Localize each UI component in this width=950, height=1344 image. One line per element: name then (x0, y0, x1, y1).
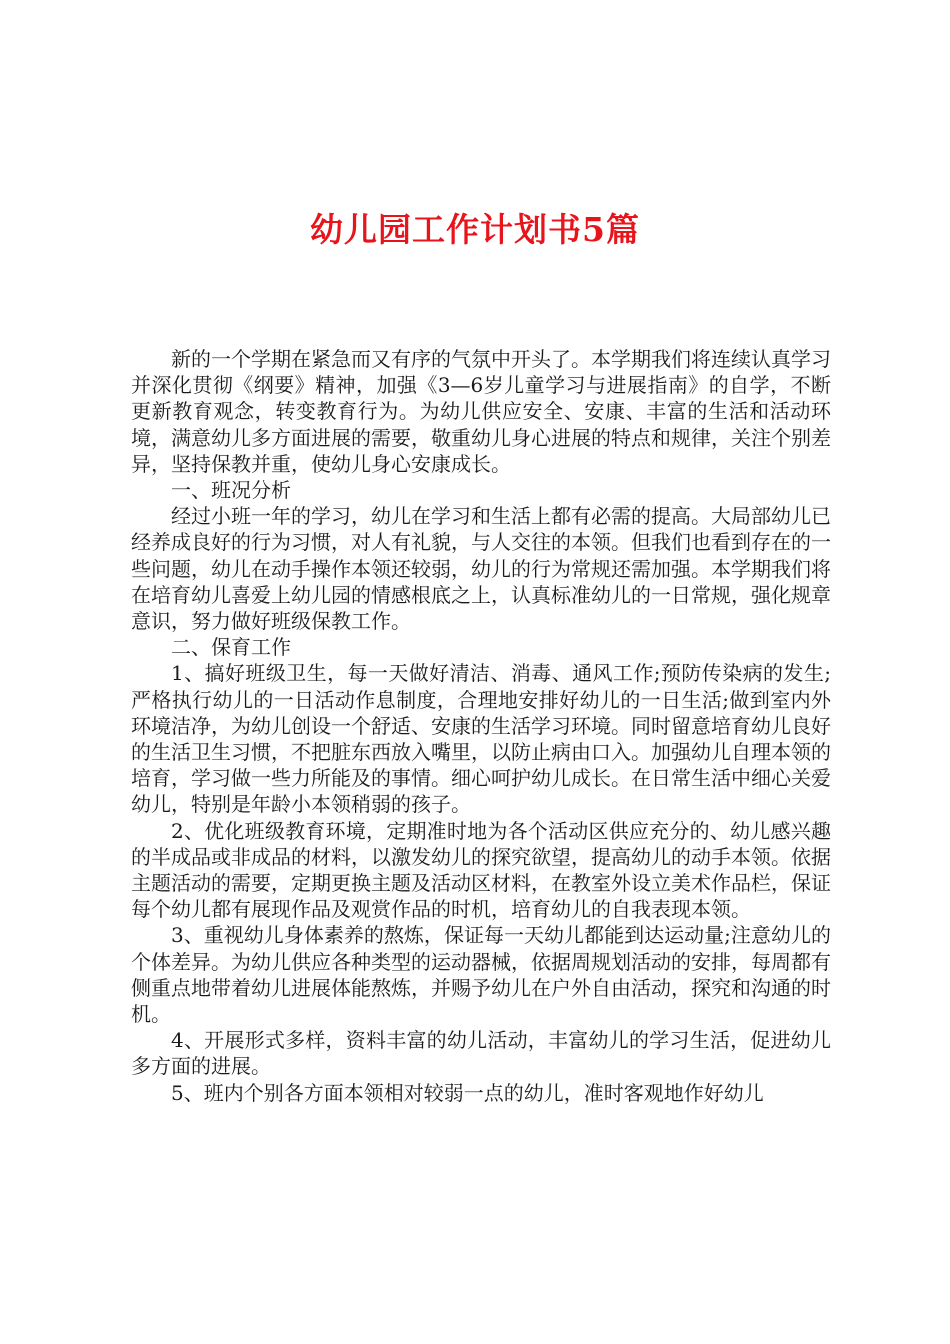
paragraph-item-4: 4、开展形式多样，资料丰富的幼儿活动，丰富幼儿的学习生活，促进幼儿多方面的进展。 (131, 1028, 831, 1079)
paragraph-item-2: 2、优化班级教育环境，定期准时地为各个活动区供应充分的、幼儿感兴趣的半成品或非成品的材料，以激发幼儿的探究欲望，提高幼儿的动手本领。依据主题活动的需要，定期更换主题及活动区材料，在教室外设立美术作品栏，保证每个幼儿都有展现作品及观赏作品的时机，培育幼儿的自我表现本领。 (131, 818, 831, 922)
section-heading-class-analysis: 一、班况分析 (171, 478, 291, 503)
document-title: 幼儿园工作计划书5篇 (310, 210, 640, 249)
paragraph-item-5: 5、班内个别各方面本领相对较弱一点的幼儿，准时客观地作好幼儿 (171, 1080, 764, 1105)
paragraph-class-analysis: 经过小班一年的学习，幼儿在学习和生活上都有必需的提高。大局部幼儿已经养成良好的行为习惯，对人有礼貌，与人交往的本领。但我们也看到存在的一些问题，幼儿在动手操作本领还较弱，幼儿的行为常规还需加强。本学期我们将在培育幼儿喜爱上幼儿园的情感根底之上，认真标准幼儿的一日常规，强化规章意识，努力做好班级保教工作。 (131, 504, 831, 634)
paragraph-item-3: 3、重视幼儿身体素养的熬炼，保证每一天幼儿都能到达运动量;注意幼儿的个体差异。为幼儿供应各种类型的运动器械，依据周规划活动的安排，每周都有侧重点地带着幼儿进展体能熬炼，并赐予幼儿在户外自由活动，探究和沟通的时机。 (131, 923, 831, 1027)
paragraph-intro: 新的一个学期在紧急而又有序的气氛中开头了。本学期我们将连续认真学习并深化贯彻《纲要》精神，加强《3—6岁儿童学习与进展指南》的自学，不断更新教育观念，转变教育行为。为幼儿供应安全、安康、丰富的生活和活动环境，满意幼儿多方面进展的需要，敬重幼儿身心进展的特点和规律，关注个别差异，坚持保教并重，使幼儿身心安康成长。 (131, 347, 831, 476)
section-heading-childcare-work: 二、保育工作 (171, 635, 291, 660)
paragraph-item-1: 1、搞好班级卫生，每一天做好清洁、消毒、通风工作;预防传染病的发生;严格执行幼儿的一日活动作息制度，合理地安排好幼儿的一日生活;做到室内外环境洁净，为幼儿创设一个舒适、安康的生活学习环境。同时留意培育幼儿良好的生活卫生习惯，不把脏东西放入嘴里，以防止病由口入。加强幼儿自理本领的培育，学习做一些力所能及的事情。细心呵护幼儿成长。在日常生活中细心关爱幼儿，特别是年龄小本领稍弱的孩子。 (131, 661, 831, 817)
document-body (131, 346, 831, 1106)
